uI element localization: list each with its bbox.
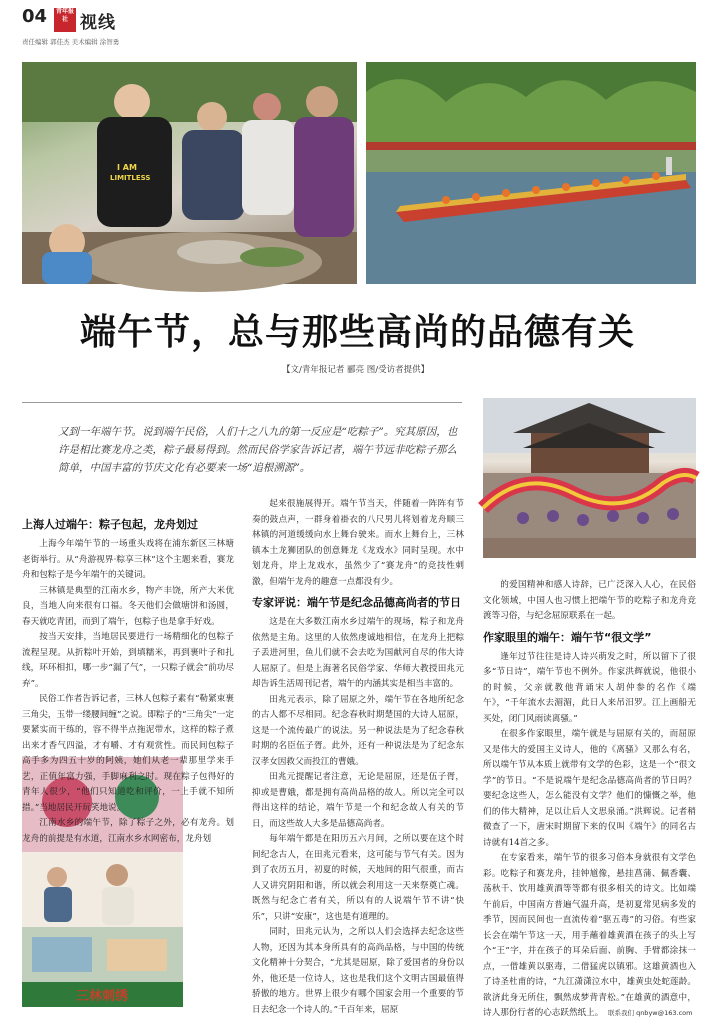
dragon-dance-illustration bbox=[483, 398, 696, 558]
contact-footer: 联系我们 qnbyw@163.com bbox=[608, 1009, 693, 1017]
section2-heading: 专家评说：端午节是纪念品德高尚者的节日 bbox=[252, 596, 461, 609]
paragraph: 逢年过节往往是诗人诗兴萌发之时，所以留下了很多“节日诗”，端午节也不例外。作家洪辉就说，他很小的时候，父亲就教他背诵宋人胡仲参的名作《端午》，“千年流水去湄湄，此日人来吊汨罗。江上画船无买处，闭门风雨读离骚。” bbox=[483, 651, 696, 724]
paragraph: 起来很施展得开。端午节当天，伴随着一阵阵有节奏的鼓点声，一群身着褂衣的八尺男儿将划着龙舟顺三林镇的河道缓缓向水上舞台驶来。而水上舞台上，三林镇本土龙狮团队的创意舞龙《龙戏水》同时呈现。水中划龙舟，岸上龙戏水，虽然少了“赛龙舟”的竞技性刺激，但端午龙舟的趣意一点都没有少。 bbox=[252, 499, 464, 587]
article-column-1 bbox=[22, 512, 234, 844]
paragraph: 江南水乡的端午节，除了粽子之外，必有龙舟。划龙舟的前提是有水道，江南水乡水网密布，龙舟划 bbox=[22, 818, 234, 844]
paragraph: 每年端午都是在阳历五六月间，之所以要在这个时间纪念古人，在田兆元看来，这可能与节气有关。因为到了农历五月，初夏的时候，天地间的阳气很重，而古人又讲究阴阳和谐，所以就会利用这一天来祭奠亡魂。既然与纪念亡者有关，所以有的人说端午节不讲“快乐”，只讲“安康”，这也是有道理的。 bbox=[252, 834, 464, 922]
paragraph: 这是在大多数江南水乡过端午的现场，粽子和龙舟依然是主角。这里的人依然虔诚地相信，在龙舟上把粽子丢进河里，鱼儿们就不会去吃为国献河自尽的伟大诗人屈原了。但是上海著名民俗学家、华师大教授田兆元却告诉生活周刊记者，端午的内涵其实是相当丰富的。 bbox=[252, 617, 464, 689]
dragon-boat-illustration bbox=[366, 62, 696, 284]
dragon-dance-photo bbox=[483, 398, 696, 558]
main-headline: 端午节，总与那些高尚的品德有关 bbox=[79, 311, 635, 353]
dragon-boat-photo bbox=[366, 62, 696, 284]
zongzi-wrapping-photo bbox=[22, 62, 357, 284]
paragraph: 田兆元提醒记者注意，无论是屈原，还是伍子胥，抑或是曹娥，都是拥有高尚品格的故人。所以完全可以得出这样的结论，端午节是一个和纪念故人有关的节日，而这些故人大多是品德高尚者。 bbox=[252, 772, 464, 829]
page-number: 04 bbox=[22, 6, 48, 27]
page-header bbox=[22, 6, 702, 56]
svg-text:I AM: I AM bbox=[117, 163, 137, 172]
paragraph: 在很多作家眼里，端午就是与屈原有关的，而屈原又是伟大的爱国主义诗人，他的《离骚》又那么有名，所以端午节从本质上就带有文学的色彩，这是一个“很文学”的节日。“不是说端午是纪念品德高尚者的节日吗？要纪念这些人，怎么能没有文学？他们的慷慨之举，他们的伟大精神，足以让后人文思泉涌。”洪辉说。记者稍微查了一下，唐宋时期留下来的仅叫《端午》的同名古诗就有14首之多。 bbox=[483, 729, 696, 848]
section-title: 视线 bbox=[80, 13, 116, 33]
paragraph: 同时，田兆元认为，之所以人们会选择去纪念这些人物，还因为其本身所具有的高尚品格，与中国的传统文化精神十分契合，“尤其是屈原，除了爱国者的身份以外，他还是一位诗人，这也是我们这个文明古国最值得骄傲的地方。世界上很少有哪个国家会用一个重要的节日去纪念一个诗人的。”千百年来，屈原 bbox=[252, 927, 464, 1015]
article-column-2 bbox=[252, 497, 464, 1017]
paragraph: 在专家看来，端午节的很多习俗本身就很有文学色彩。吃粽子和赛龙舟，挂钟馗像，悬挂菖蒲、佩香囊、荡秋千、饮用雄黄酒等等都有很多相关的诗文。比如端午前后，中国南方普遍气温升高，是初夏常见病多发的季节，因而民间也一直流传着“驱五毒”的习俗。有些家长会在端午节这一天，用手蘸着雄黄酒在孩子的头上写个“王”字，并在孩子的耳朵后面、前胸、手臂都涂抹一点，一借雄黄以驱毒，二借猛虎以镇邪。这雄黄酒也入了诗圣杜甫的诗，“九江潇潇泣水中，雄黄虫处蛇莲龄。欲济此身无所住，飘然成梦背青松。”在雄黄的酒意中，诗人那份行者的心志跃然纸上。 bbox=[483, 853, 696, 1018]
paragraph: 民俗工作者告诉记者，三林人包粽子素有“勒紧束裹三角尖，玉带一缕腰间缠”之说。即粽子的“三角尖”一定要紧实而干练的，容不得半点拖泥带水，这样的粽子煮出来才香气四溢，才有嚼、才有观赏性。而民间包粽子高手多为四五十岁的阿姨，她们从老一辈那里学来手艺，正值年富力强，手脚麻利之时。现在粽子包得好的青年人很少，“他们只知道吃和评价，一上手就不知所措。”当地居民开玩笑地说。 bbox=[22, 694, 234, 813]
zongzi-photo-illustration bbox=[22, 62, 357, 284]
paragraph: 的爱国精神和感人诗辞，已广泛深入人心，在民俗文化领域，中国人也习惯上把端午节的吃粽子和龙舟竞渡等习俗，与纪念屈原联系在一起。 bbox=[483, 580, 696, 621]
paragraph: 上海今年端午节的一场重头戏将在浦东新区三林塘老街举行。从“舟游视界·粽享三林”这个主题来看，赛龙舟和包粽子是今年端午的关键词。 bbox=[22, 539, 234, 580]
embroidery-sign-text: 三林刺绣 bbox=[75, 989, 129, 1004]
section3-heading: 作家眼里的端午：端午节“很文学” bbox=[483, 630, 652, 644]
editor-credits: 责任编辑 郭佳杰 美术编辑 涂智勇 bbox=[22, 38, 120, 46]
divider-rule bbox=[22, 402, 462, 403]
lead-paragraph: 又到一年端午节。说到端午民俗，人们十之八九的第一反应是“吃粽子”。究其原因，也许是相比赛龙舟之类，粽子最易得到。然而民俗学家告诉记者，端午节远非吃粽子那么简单，中国丰富的节庆文化有必要来一场“追根溯源”。 bbox=[58, 426, 458, 474]
newspaper-logo: 青年报社 bbox=[54, 8, 76, 32]
paragraph: 田兆元表示，除了屈原之外，端午节在各地所纪念的古人都不尽相同。纪念春秋时期楚国的大诗人屈原，这是一个流传最广的说法。另一种说法是为了纪念春秋时期的名臣伍子胥。此外，还有一种说法是为了纪念东汉孝女因救父而投江的曹娥。 bbox=[252, 694, 464, 767]
section1-heading: 上海人过端午：粽子包起，龙舟划过 bbox=[22, 518, 198, 531]
paragraph: 三林镇是典型的江南水乡，物产丰饶，所产大米优良，当地人向来很有口福。冬天他们会做塘饼和汤圆，春天就吃青团，而到了端午，包粽子也是拿手好戏。 bbox=[22, 585, 234, 627]
byline: 【文/青年报记者 郦亮 图/受访者提供】 bbox=[282, 365, 430, 375]
svg-text:LIMITLESS: LIMITLESS bbox=[110, 174, 151, 182]
paragraph: 按当天安排，当地居民要进行一场精细化的包粽子流程呈现。从折粽叶开始，到填糯米，再到裹叶子和扎线，环环相扣，哪一步“漏了气”，一只粽子就会“前功尽弃”。 bbox=[22, 632, 234, 689]
